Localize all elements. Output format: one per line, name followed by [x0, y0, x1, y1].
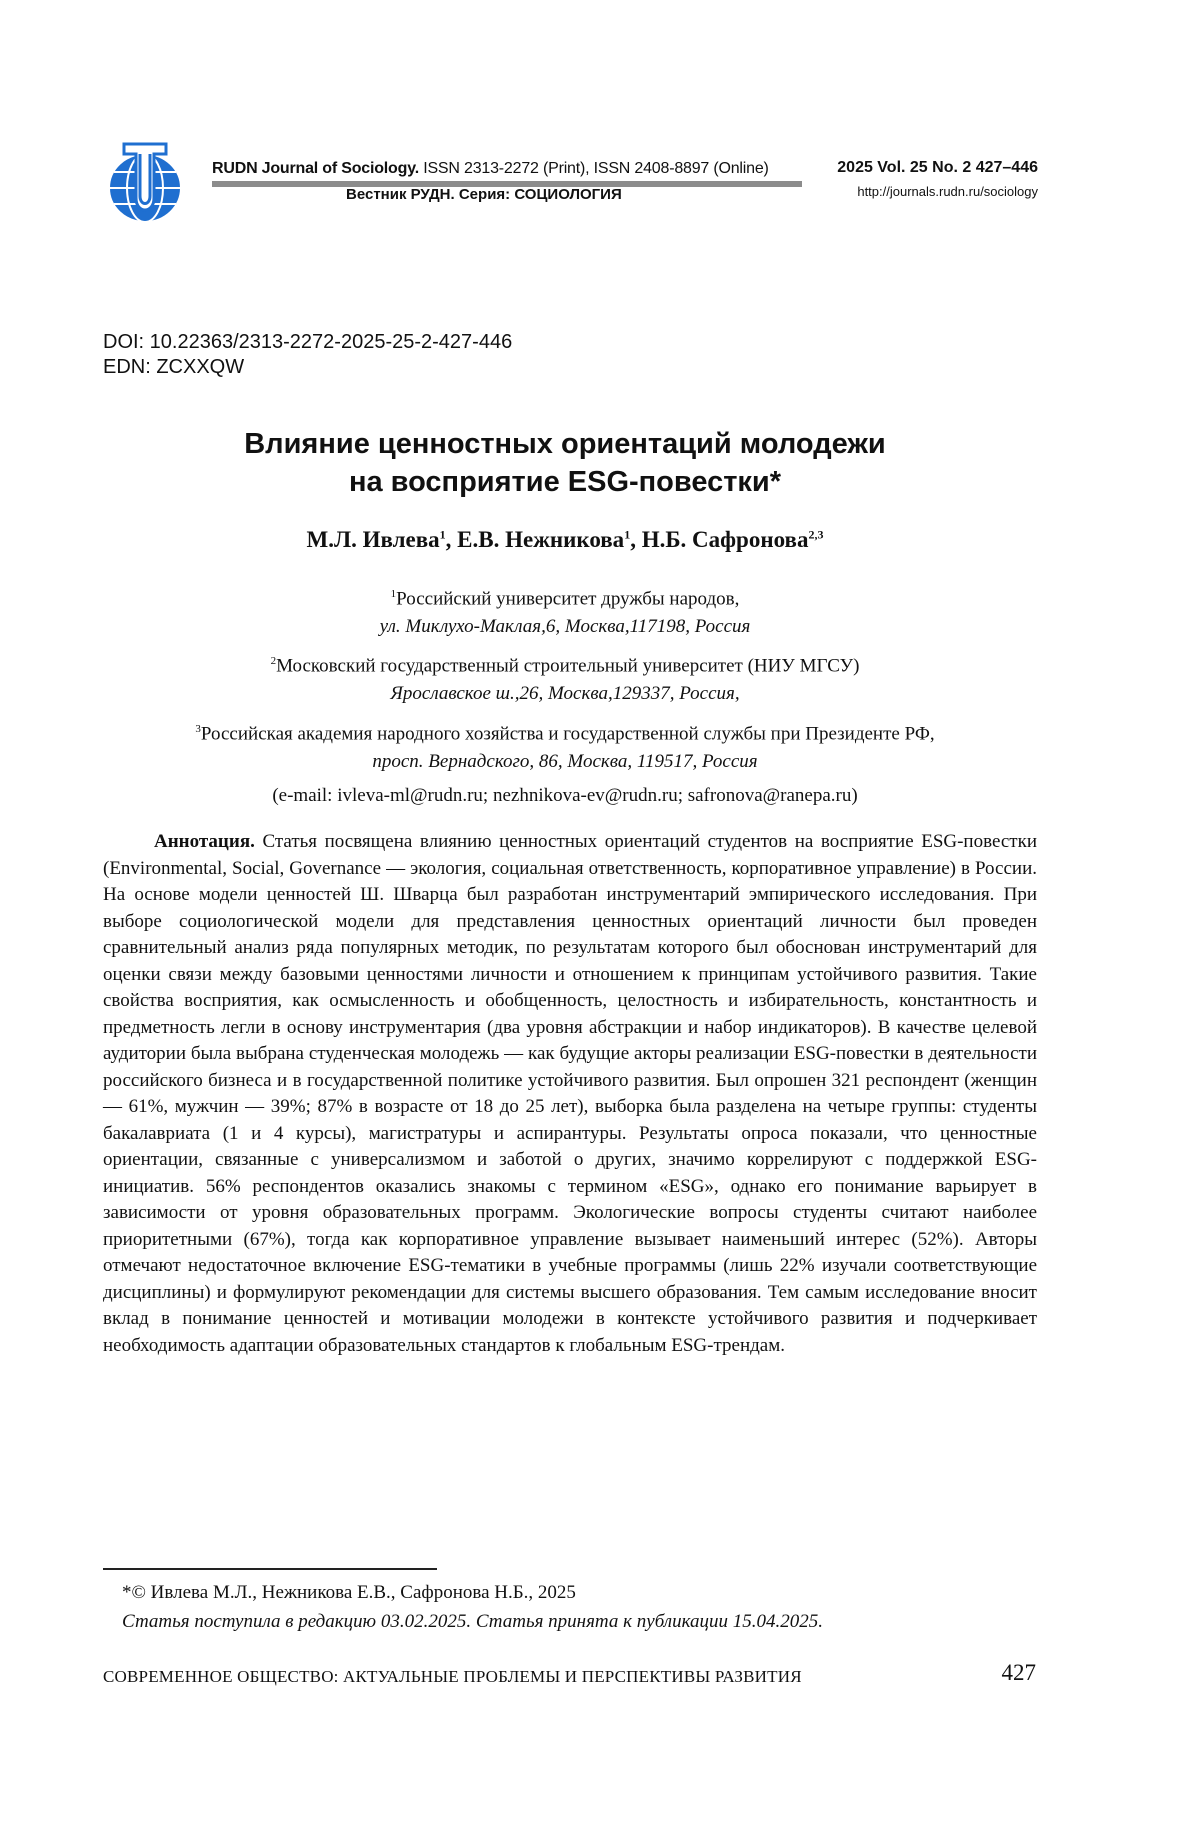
- footnote-rule: [103, 1568, 437, 1570]
- article-title: [100, 425, 1030, 501]
- author-3-sup: 2,3: [808, 527, 824, 542]
- affiliation-1: [80, 580, 1050, 641]
- edn: EDN: ZCXXQW: [103, 356, 245, 378]
- rudn-logo-icon: [104, 140, 190, 226]
- author-2-sup: 1: [624, 527, 631, 542]
- author-emails: (e-mail: ivleva-ml@rudn.ru; nezhnikova-ev@rudn.ru; safronova@ranepa.ru): [272, 785, 858, 806]
- affiliation-2-num: 2: [270, 655, 277, 667]
- author-2: Е.В. Нежникова: [457, 527, 625, 552]
- journal-issn: ISSN 2313-2272 (Print), ISSN 2408-8897 (Online): [423, 160, 769, 177]
- affiliation-1-num: 1: [390, 588, 397, 600]
- issue-info: 2025 Vol. 25 No. 2 427–446: [837, 159, 1038, 176]
- affiliation-3: [80, 715, 1050, 776]
- affiliation-1-name: Российский университет дружбы народов,: [396, 588, 740, 610]
- abstract: [103, 829, 1037, 1359]
- author-1-sup: 1: [439, 527, 446, 542]
- doi[interactable]: DOI: 10.22363/2313-2272-2025-25-2-427-446: [103, 331, 513, 353]
- journal-name-ru: Вестник РУДН. Серия: СОЦИОЛОГИЯ: [346, 186, 622, 203]
- affiliation-2-name: Московский государственный строительный университет (НИУ МГСУ): [276, 655, 860, 677]
- affiliation-3-address: просп. Вернадского, 86, Москва, 119517, Россия: [372, 751, 758, 773]
- journal-name: RUDN Journal of Sociology.: [212, 160, 419, 177]
- running-footer: СОВРЕМЕННОЕ ОБЩЕСТВО: АКТУАЛЬНЫЕ ПРОБЛЕМЫ И ПЕРСПЕКТИВЫ РАЗВИТИЯ: [103, 1667, 802, 1686]
- journal-url[interactable]: http://journals.rudn.ru/sociology: [857, 184, 1038, 199]
- affiliation-3-num: 3: [195, 723, 201, 735]
- journal-header-line: [212, 160, 769, 178]
- abstract-label: Аннотация.: [154, 831, 255, 852]
- title-line-2: на восприятие ESG-повестки*: [348, 466, 782, 498]
- footnote-copyright: *© Ивлева М.Л., Нежникова Е.В., Сафронова Н.Б., 2025: [122, 1582, 576, 1603]
- abstract-text: Статья посвящена влиянию ценностных ориентаций студентов на восприятие ESG-повестки (Environmental, Social, Governance — экология, социальная ответственность, корпоративное управление) в России. На основе модели ценностей Ш. Шварца был разработан инструментарий эмпирического исследования. При выборе социологической модели для представления ценностных ориентаций личности был проведен сравнительный анализ ряда популярных методик, по результатам которого был обоснован инструментарий для оценки связи между базовыми ценностями личности и отношением к принципам устойчивого развития. Такие свойства восприятия, как осмысленность и обобщенность, целостность и избирательность, константность и предметность легли в основу инструментария (два уровня абстракции и набор индикаторов). В качестве целевой аудитории была выбрана студенческая молодежь — как будущие акторы реализации ESG-повестки в деятельности российского бизнеса и в государственной политике устойчивого развития. Был опрошен 321 респондент (женщин — 61%, мужчин — 39%; 87% в возрасте от 18 до 25 лет), выборка была разделена на четыре группы: студенты бакалавриата (1 и 4 курсы), магистратуры и аспирантуры. Результаты опроса показали, что ценностные ориентации, связанные с универсализмом и заботой о других, значимо коррелируют с поддержкой ESG-инициатив. 56% респондентов оказались знакомы с термином «ESG», однако его понимание варьирует в зависимости от уровня образовательных программ. Экологические вопросы студенты считают наиболее приоритетными (67%), тогда как корпоративное управление вызывает наименьший интерес (52%). Авторы отмечают недостаточное включение ESG-тематики в учебные программы (лишь 22% изучали соответствующие дисциплины) и формулируют рекомендации для системы высшего образования. Тем самым исследование вносит вклад в понимание ценностей и мотивации молодежи в контексте устойчивого развития и подчеркивает необходимость адаптации образовательных стандартов к глобальным ESG-трендам.: [103, 831, 1038, 1356]
- author-3: Н.Б. Сафронова: [641, 527, 809, 552]
- affiliation-1-address: ул. Миклухо-Маклая,6, Москва,117198, Россия: [379, 616, 751, 638]
- footnote-dates: Статья поступила в редакцию 03.02.2025. Статья принята к публикации 15.04.2025.: [122, 1611, 823, 1632]
- page-number: 427: [1001, 1660, 1036, 1685]
- author-1: М.Л. Ивлева: [306, 527, 440, 552]
- identifiers: [103, 330, 512, 380]
- affiliation-2-address: Ярославское ш.,26, Москва,129337, Россия,: [390, 683, 740, 705]
- title-line-1: Влияние ценностных ориентаций молодежи: [244, 428, 886, 460]
- authors: М.Л. Ивлева$^1$, Е.В. Нежникова$^1$, Н.Б. Сафронова$^{2,3}$: [306, 527, 824, 552]
- affiliation-2: [80, 647, 1050, 708]
- affiliation-3-name: Российская академия народного хозяйства и государственной службы при Президенте РФ,: [200, 723, 935, 745]
